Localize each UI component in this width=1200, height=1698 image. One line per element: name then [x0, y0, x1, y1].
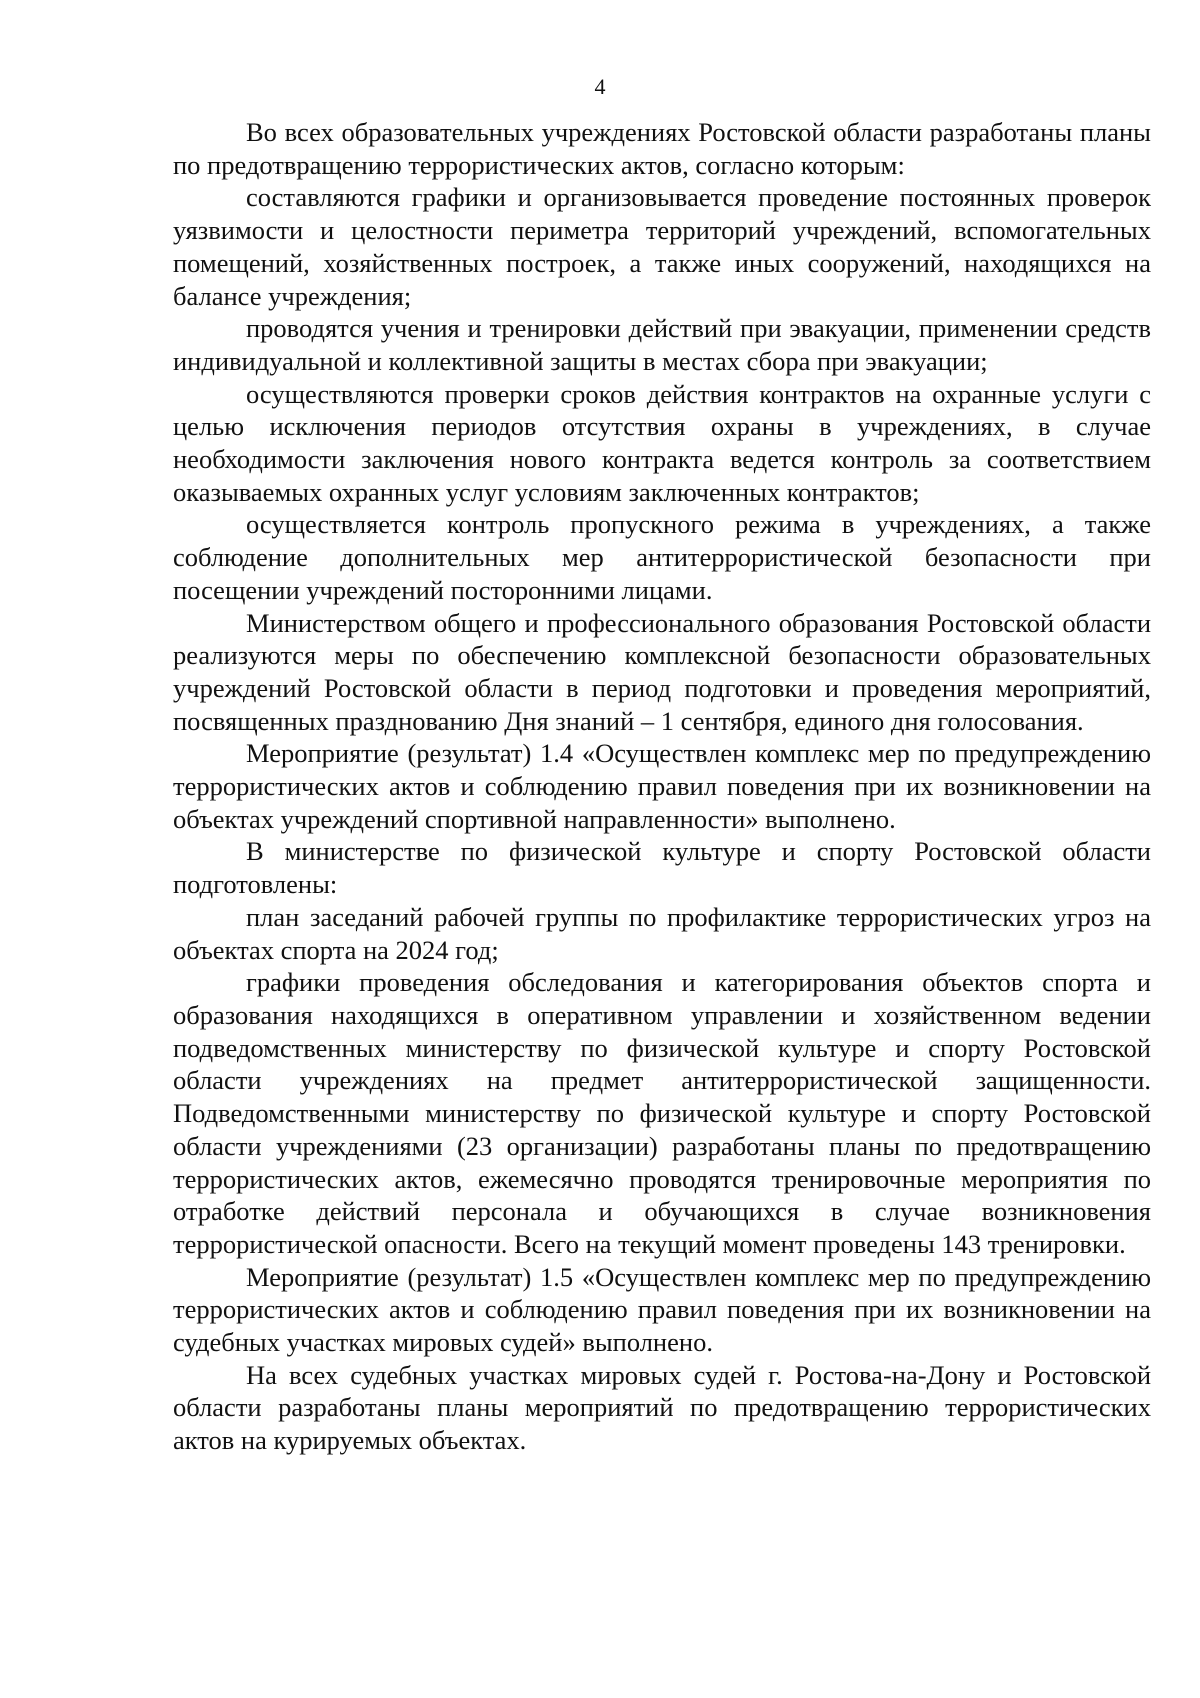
paragraph: Во всех образовательных учреждениях Ростовской области разработаны планы по предотвращению террористических актов, согласно которым:: [173, 117, 1151, 180]
paragraph: Министерством общего и профессионального образования Ростовской области реализуются меры по обеспечению комплексной безопасности образовательных учреждений Ростовской области в период подготовки и проведения мероприятий, посвященных празднованию Дня знаний – 1 сентября, единого дня голосования.: [173, 607, 1151, 736]
page-number: 4: [594, 74, 606, 99]
paragraph: В министерстве по физической культуре и спорту Ростовской области подготовлены:: [173, 836, 1151, 900]
document-body: [173, 116, 1151, 1457]
paragraph: графики проведения обследования и категорирования объектов спорта и образования находящихся в оперативном управлении и хозяйственном ведении подведомственных министерству по физической культуре и спорту Ростовской области учреждениях на предмет антитеррористической защищенности. Подведомственными министерству по физической культуре и спорту Ростовской области учреждениями (23 организации) разработаны планы по предотвращению террористических актов, ежемесячно проводятся тренировочные мероприятия по отработке действий персонала и обучающихся в случае возникновения террористической опасности. Всего на текущий момент проведены 143 тренировки.: [173, 967, 1151, 1259]
paragraph: Мероприятие (результат) 1.4 «Осуществлен комплекс мер по предупреждению террористических актов и соблюдению правил поведения при их возникновении на объектах учреждений спортивной направленности» выполнено.: [173, 738, 1151, 834]
paragraph: проводятся учения и тренировки действий при эвакуации, применении средств индивидуальной и коллективной защиты в местах сбора при эвакуации;: [173, 313, 1151, 376]
paragraph: На всех судебных участках мировых судей г. Ростова-на-Дону и Ростовской области разработаны планы мероприятий по предотвращению террористических актов на курируемых объектах.: [173, 1359, 1151, 1456]
paragraph: составляются графики и организовывается проведение постоянных проверок уязвимости и целостности периметра территорий учреждений, вспомогательных помещений, хозяйственных построек, а также иных сооружений, находящихся на балансе учреждения;: [173, 182, 1151, 311]
paragraph: Мероприятие (результат) 1.5 «Осуществлен комплекс мер по предупреждению террористических актов и соблюдению правил поведения при их возникновении на судебных участках мировых судей» выполнено.: [173, 1261, 1151, 1358]
paragraph: осуществляются проверки сроков действия контрактов на охранные услуги с целью исключения периодов отсутствия охраны в учреждениях, в случае необходимости заключения нового контракта ведется контроль за соответствием оказываемых охранных услуг условиям заключенных контрактов;: [173, 378, 1151, 507]
paragraph: план заседаний рабочей группы по профилактике террористических угроз на объектах спорта на 2024 год;: [173, 901, 1151, 965]
paragraph: осуществляется контроль пропускного режима в учреждениях, а также соблюдение дополнительных мер антитеррористической безопасности при посещении учреждений посторонними лицами.: [173, 509, 1151, 605]
